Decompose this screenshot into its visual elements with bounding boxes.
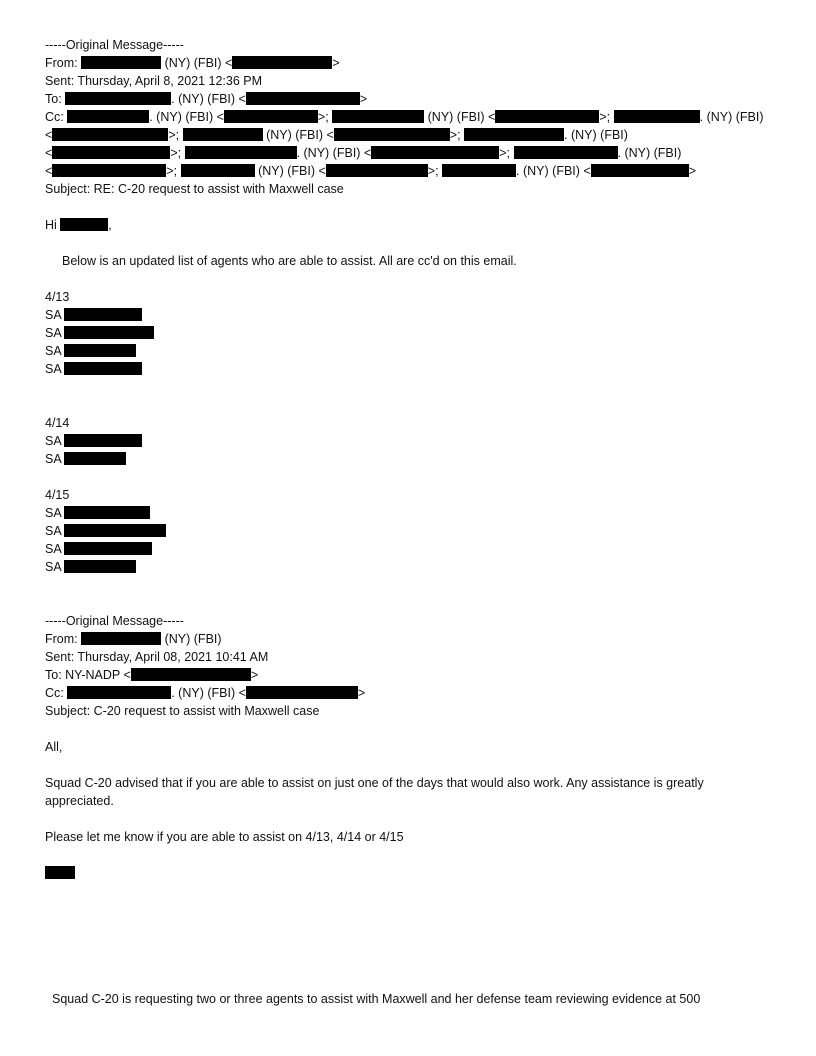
redaction-block [232,56,332,69]
cc-label: Cc: [45,110,64,124]
cc-text: >; [599,110,611,124]
redaction-block [591,164,689,177]
agent-prefix: SA [45,560,61,574]
original-from-line [45,630,222,648]
redaction-block [246,92,360,105]
redaction-block [131,668,251,681]
reply-cc-line-3 [45,144,681,162]
cc-text: >; [166,164,178,178]
agent-prefix: SA [45,542,61,556]
cc-text: < [45,128,53,142]
redaction-block [185,146,297,159]
redaction-block [81,632,161,645]
cc-text: . (NY) (FBI) [617,146,682,160]
redaction-block [52,146,170,159]
redaction-block [495,110,599,123]
to-close: > [359,92,368,106]
redaction-block [442,164,516,177]
footer-text: Squad C-20 is requesting two or three agents to assist with Maxwell and her defense team reviewing evidence at 500 [52,992,701,1006]
redaction-block [64,560,136,573]
original-closing: Please let me know if you are able to assist on 4/13, 4/14 or 4/15 [45,830,404,844]
cc-text: (NY) (FBI) < [427,110,496,124]
cc-text: < [45,164,53,178]
redaction-block [183,128,263,141]
redaction-block [60,218,108,231]
reply-from-line [45,54,340,72]
reply-sent-line: Sent: Thursday, April 8, 2021 12:36 PM [45,74,263,88]
agent-row [45,342,136,360]
cc-text: (NY) (FBI) < [258,164,326,178]
cc-text: . (NY) (FBI) < [516,164,591,178]
redaction-block [224,110,318,123]
cc-org: . (NY) (FBI) < [171,686,246,700]
redaction-block [64,542,152,555]
agent-row [45,540,152,558]
agent-prefix: SA [45,524,61,538]
cc-text: >; [427,164,439,178]
cc-text: >; [449,128,461,142]
reply-cc-line-1 [45,108,764,126]
agent-row [45,306,142,324]
greeting-line [45,216,112,234]
redaction-block [65,92,171,105]
original-separator: -----Original Message----- [45,614,184,628]
redaction-block [64,362,142,375]
reply-subject-line: Subject: RE: C-20 request to assist with Maxwell case [45,182,344,196]
redaction-block [334,128,450,141]
cc-text: >; [170,146,182,160]
to-org: . (NY) (FBI) < [171,92,246,106]
agent-row [45,432,142,450]
redaction-block [614,110,700,123]
cc-text: . (NY) (FBI) < [296,146,372,160]
reply-separator: -----Original Message----- [45,38,184,52]
agent-row [45,504,150,522]
signature-line [45,864,75,882]
original-subject-line: Subject: C-20 request to assist with Maxwell case [45,704,320,718]
redaction-block [64,524,166,537]
agent-prefix: SA [45,308,61,322]
agent-prefix: SA [45,434,61,448]
redaction-block [67,110,149,123]
redaction-block [52,164,166,177]
agent-row [45,324,154,342]
cc-text: < [45,146,53,160]
agent-prefix: SA [45,452,61,466]
original-body-line-2: appreciated. [45,794,114,808]
redaction-block [64,326,154,339]
reply-body: Below is an updated list of agents who are able to assist. All are cc'd on this email. [62,254,517,268]
cc-text: . (NY) (FBI) < [149,110,224,124]
original-cc-line [45,684,365,702]
schedule-date: 4/13 [45,290,70,304]
to-close: > [250,668,259,682]
redaction-block [45,866,75,879]
to-text: To: NY-NADP < [45,668,131,682]
agent-row [45,450,126,468]
agent-prefix: SA [45,326,61,340]
redaction-block [246,686,358,699]
agent-prefix: SA [45,362,61,376]
greeting-comma: , [108,218,112,232]
agent-row [45,360,142,378]
cc-text: > [688,164,697,178]
cc-text: >; [317,110,329,124]
cc-label: Cc: [45,686,64,700]
from-close: > [332,56,340,70]
reply-cc-line-2 [45,126,628,144]
redaction-block [464,128,564,141]
redaction-block [514,146,618,159]
redaction-block [52,128,168,141]
redaction-block [64,506,150,519]
agent-prefix: SA [45,344,61,358]
greeting-text: Hi [45,218,57,232]
to-label: To: [45,92,62,106]
cc-text: >; [168,128,180,142]
redaction-block [64,434,142,447]
cc-close: > [357,686,366,700]
redaction-block [64,308,142,321]
redaction-block [326,164,428,177]
cc-text: . (NY) (FBI) [564,128,628,142]
original-to-line [45,666,258,684]
from-org: (NY) (FBI) < [164,56,233,70]
original-body-line-1: Squad C-20 advised that if you are able to assist on just one of the days that would also work. Any assistance is greatly [45,776,704,790]
agent-prefix: SA [45,506,61,520]
redaction-block [64,344,136,357]
cc-text: . (NY) (FBI) [699,110,764,124]
agent-row [45,522,166,540]
schedule-date: 4/14 [45,416,70,430]
redaction-block [64,452,126,465]
from-label: From: [45,56,78,70]
redaction-block [332,110,424,123]
original-sent-line: Sent: Thursday, April 08, 2021 10:41 AM [45,650,269,664]
schedule-date: 4/15 [45,488,70,502]
redaction-block [371,146,499,159]
agent-row [45,558,136,576]
cc-text: (NY) (FBI) < [266,128,334,142]
reply-to-line [45,90,367,108]
redaction-block [67,686,171,699]
from-label: From: [45,632,78,646]
redaction-block [81,56,161,69]
redaction-block [181,164,255,177]
from-org: (NY) (FBI) [164,632,222,646]
original-salutation: All, [45,740,63,754]
cc-text: >; [499,146,511,160]
reply-cc-line-4 [45,162,696,180]
